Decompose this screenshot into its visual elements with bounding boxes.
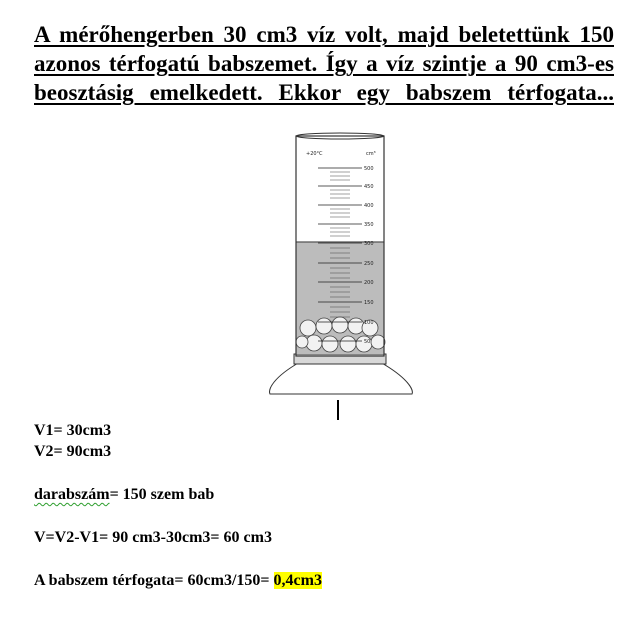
result-line [34, 572, 322, 590]
scale-label-150: 150 [364, 300, 374, 306]
scale-label-250: 250 [364, 261, 374, 267]
question-text [34, 20, 614, 107]
scale-label-200: 200 [364, 280, 374, 286]
measuring-cylinder-illustration [262, 128, 422, 398]
scale-label-500: 500 [364, 166, 374, 172]
scale-label-450: 450 [364, 184, 374, 190]
count-word: darabszám [34, 486, 110, 503]
volume-diff-line: V=V2-V1= 90 cm3-30cm3= 60 cm3 [34, 529, 272, 546]
count-line [34, 486, 214, 504]
result-value: 0,4cm3 [273, 572, 322, 589]
scale-label-350: 350 [364, 222, 374, 228]
result-prefix: A babszem térfogata= 60cm3/150= [34, 572, 274, 589]
temp-label: +20°C [306, 151, 323, 157]
scale-label-50: 50 [364, 339, 371, 345]
v1-line: V1= 30cm3 [34, 422, 112, 439]
scale-label-400: 400 [364, 203, 374, 209]
question-line-1: A mérőhengerben 30 cm3 víz volt, majd beletettünk 150 [34, 22, 614, 47]
v2-line: V2= 90cm3 [34, 443, 112, 460]
question-line-3: beosztásig emelkedett. Ekkor egy babszem térfogata... [34, 80, 614, 105]
text-cursor [337, 400, 339, 420]
question-line-2: azonos térfogatú babszemet. Így a víz szintje a 90 cm3-es [34, 51, 614, 76]
cylinder-base [270, 362, 413, 394]
unit-label: cm³ [366, 151, 376, 157]
scale-label-100: 100 [364, 320, 374, 326]
count-rest: = 150 szem bab [109, 486, 215, 503]
scale-label-300: 300 [364, 241, 374, 247]
